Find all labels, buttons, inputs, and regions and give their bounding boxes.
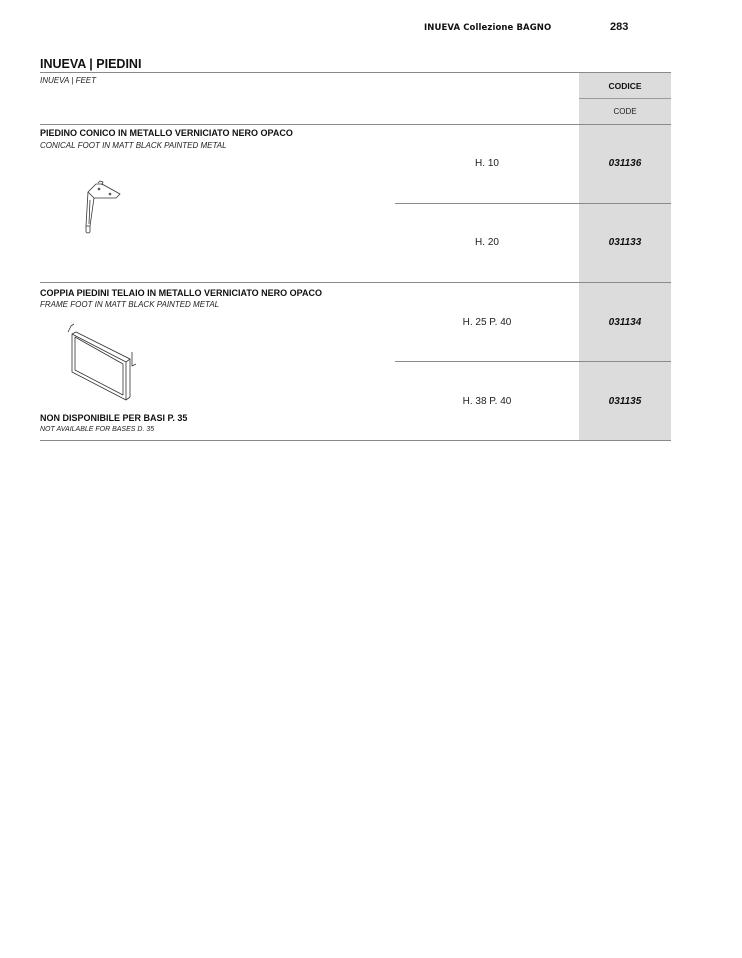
- dimension-label: H. 38 P. 40: [462, 396, 512, 407]
- section-subtitle: FRAME FOOT IN MATT BLACK PAINTED METAL: [40, 300, 220, 309]
- frame-foot-illustration: [66, 322, 138, 402]
- product-code: 031136: [608, 158, 642, 169]
- code-column-subheader: CODE: [613, 107, 637, 116]
- section-title: PIEDINO CONICO IN METALLO VERNICIATO NERO OPACO: [40, 128, 293, 138]
- dimension-label: H. 25 P. 40: [462, 317, 512, 328]
- section-divider: [40, 124, 671, 125]
- title-divider: [40, 72, 671, 73]
- dimension-label: H. 20: [475, 237, 499, 248]
- availability-note: NON DISPONIBILE PER BASI P. 35: [40, 413, 188, 423]
- page-title: INUEVA | PIEDINI: [40, 57, 142, 71]
- product-code: 031134: [608, 317, 642, 328]
- row-divider: [395, 361, 671, 362]
- conical-foot-illustration: [80, 180, 130, 242]
- page-number: 283: [610, 21, 629, 33]
- availability-note-translation: NOT AVAILABLE FOR BASES D. 35: [40, 426, 155, 433]
- row-divider: [395, 203, 671, 204]
- section-subtitle: CONICAL FOOT IN MATT BLACK PAINTED METAL: [40, 141, 227, 150]
- dimension-label: H. 10: [475, 158, 499, 169]
- section-divider: [40, 282, 671, 283]
- section-title: COPPIA PIEDINI TELAIO IN METALLO VERNICIATO NERO OPACO: [40, 288, 323, 298]
- header-brand: INUEVA Collezione BAGNO: [424, 23, 552, 33]
- product-code: 031135: [608, 396, 642, 407]
- page-subtitle: INUEVA | FEET: [40, 76, 97, 85]
- product-code: 031133: [608, 237, 642, 248]
- code-header-divider: [579, 98, 671, 99]
- code-column-header: CODICE: [608, 81, 642, 91]
- code-column-background: [579, 73, 671, 440]
- table-bottom-divider: [40, 440, 671, 441]
